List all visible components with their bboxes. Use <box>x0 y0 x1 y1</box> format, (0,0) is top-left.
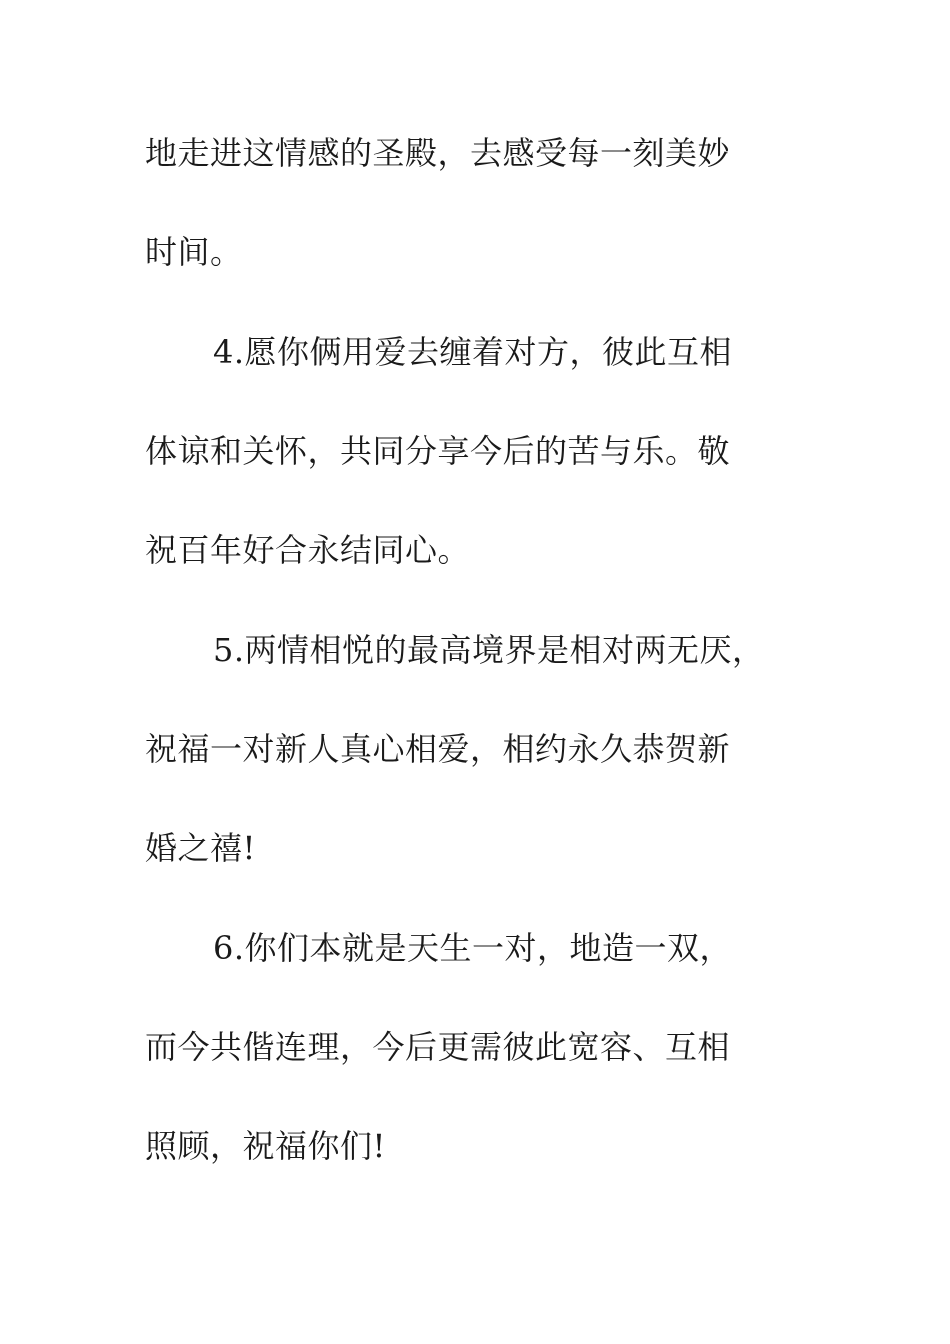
text-line: 祝百年好合永结同心。 <box>145 531 471 569</box>
text-line: 体谅和关怀，共同分享今后的苦与乐。敬 <box>145 432 731 470</box>
text-line: 祝福一对新人真心相爱，相约永久恭贺新 <box>145 730 731 768</box>
text-line: 照顾，祝福你们! <box>145 1127 386 1165</box>
paragraph-5-start: 5.两情相悦的最高境界是相对两无厌， <box>213 631 765 669</box>
text-line: 而今共偕连理，今后更需彼此宽容、互相 <box>145 1028 731 1066</box>
paragraph-6-start: 6.你们本就是天生一对，地造一双， <box>213 929 733 967</box>
paragraph-4-start: 4.愿你俩用爱去缠着对方，彼此互相 <box>213 333 733 371</box>
text-line: 时间。 <box>145 233 243 271</box>
text-line: 婚之禧! <box>145 829 256 867</box>
text-line: 地走进这情感的圣殿，去感受每一刻美妙 <box>145 134 731 172</box>
